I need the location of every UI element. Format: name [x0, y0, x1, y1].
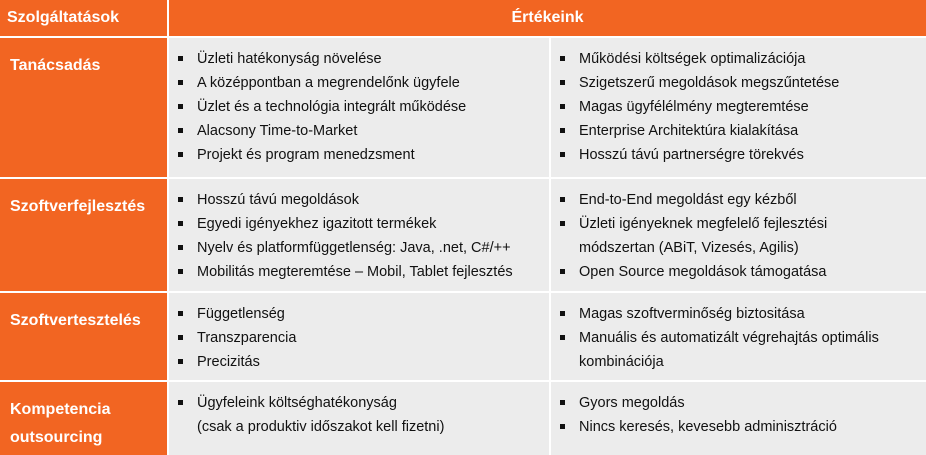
list-item: Alacsony Time-to-Market — [178, 119, 549, 143]
list-item: Magas ügyfélélmény megteremtése — [560, 95, 926, 119]
list-item: Nincs keresés, kevesebb adminisztráció — [560, 415, 926, 439]
consulting-values-right — [551, 38, 926, 177]
header-values: Értékeink — [169, 0, 926, 36]
list-item: Magas szoftverminőség biztositása — [560, 302, 926, 326]
section-label-consulting: Tanácsadás — [0, 38, 167, 177]
list-item: Ügyfeleink költséghatékonyság — [178, 391, 549, 415]
bullet-icon — [560, 152, 565, 157]
bullet-icon — [178, 335, 183, 340]
list-item: A középpontban a megrendelőnk ügyfele — [178, 71, 549, 95]
bullet-icon — [178, 221, 183, 226]
list-item-continuation: (csak a produktiv időszakot kell fizetni) — [197, 419, 445, 435]
section-label-software-testing: Szoftvertesztelés — [0, 293, 167, 380]
bullet-icon — [178, 269, 183, 274]
list-item: Működési költségek optimalizációja — [560, 47, 926, 71]
list-item: End-to-End megoldást egy kézből — [560, 188, 926, 212]
list-item: Enterprise Architektúra kialakítása — [560, 119, 926, 143]
bullet-icon — [178, 359, 183, 364]
bullet-icon — [178, 56, 183, 61]
list-item: Egyedi igényekhez igazitott termékek — [178, 212, 549, 236]
testing-values-left — [169, 293, 549, 380]
outsourcing-values-right — [551, 382, 926, 455]
bullet-icon — [178, 128, 183, 133]
list-item: Hosszú távú megoldások — [178, 188, 549, 212]
list-item: Üzleti hatékonyság növelése — [178, 47, 549, 71]
bullet-icon — [560, 400, 565, 405]
bullet-icon — [178, 152, 183, 157]
header-services: Szolgáltatások — [0, 0, 167, 36]
list-item: Gyors megoldás — [560, 391, 926, 415]
consulting-values-left — [169, 38, 549, 177]
bullet-icon — [178, 311, 183, 316]
list-item: Precizitás — [178, 350, 549, 374]
bullet-icon — [178, 400, 183, 405]
list-item: Szigetszerű megoldások megszűntetése — [560, 71, 926, 95]
bullet-icon — [178, 104, 183, 109]
testing-values-right — [551, 293, 926, 380]
development-values-left — [169, 179, 549, 291]
outsourcing-values-left — [169, 382, 549, 455]
bullet-icon — [560, 56, 565, 61]
list-item: Nyelv és platformfüggetlenség: Java, .net, C#/++ — [178, 236, 549, 260]
bullet-icon — [560, 128, 565, 133]
list-item: Üzleti igényeknek megfelelő fejlesztési — [560, 212, 926, 236]
list-item: Transzparencia — [178, 326, 549, 350]
bullet-icon — [178, 245, 183, 250]
list-item: Open Source megoldások támogatása — [560, 260, 926, 284]
bullet-icon — [560, 311, 565, 316]
list-item-continuation: kombinációja — [579, 354, 664, 370]
bullet-icon — [560, 269, 565, 274]
list-item-continuation: módszertan (ABiT, Vizesés, Agilis) — [579, 240, 799, 256]
bullet-icon — [178, 80, 183, 85]
bullet-icon — [178, 197, 183, 202]
bullet-icon — [560, 335, 565, 340]
development-values-right — [551, 179, 926, 291]
list-item: Üzlet és a technológia integrált működése — [178, 95, 549, 119]
list-item: Projekt és program menedzsment — [178, 143, 549, 167]
list-item: Manuális és automatizált végrehajtás optimális — [560, 326, 926, 350]
section-label-competence-outsourcing: Kompetencia outsourcing — [0, 382, 167, 455]
list-item: Hosszú távú partnerségre törekvés — [560, 143, 926, 167]
list-item: Függetlenség — [178, 302, 549, 326]
section-label-software-development: Szoftverfejlesztés — [0, 179, 167, 291]
list-item: Mobilitás megteremtése – Mobil, Tablet fejlesztés — [178, 260, 549, 284]
bullet-icon — [560, 221, 565, 226]
bullet-icon — [560, 424, 565, 429]
bullet-icon — [560, 197, 565, 202]
bullet-icon — [560, 80, 565, 85]
bullet-icon — [560, 104, 565, 109]
